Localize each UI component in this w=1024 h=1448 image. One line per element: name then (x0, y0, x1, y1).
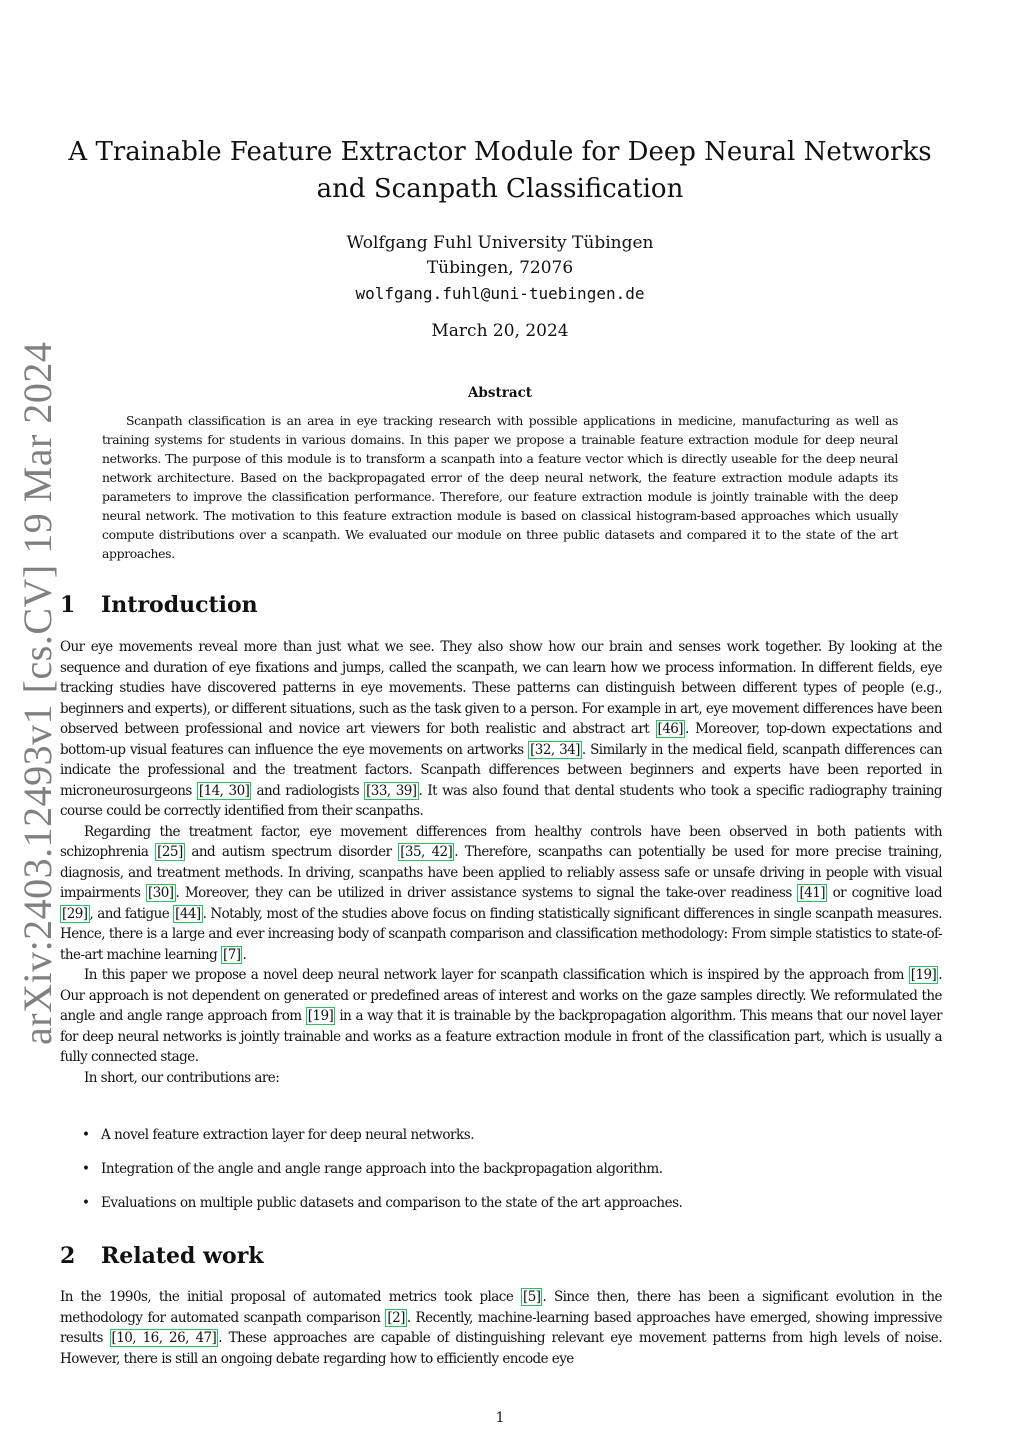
intro-paragraph-4: In short, our contributions are: (84, 1069, 280, 1086)
author-location: Tübingen, 72076 (426, 258, 574, 278)
citation-link[interactable]: [7] (223, 946, 241, 963)
text-run: . Therefore, scanpaths can potentially be used for more precise training, diagnosis, and treatment methods. In driving, scanpaths have been applied to reliably assess safe or unsafe driving in people with visual impairments (60, 844, 942, 901)
citation-link[interactable]: [41] (799, 885, 825, 901)
text-run: . (242, 946, 247, 963)
citation-link[interactable]: [19] (307, 1008, 334, 1024)
text-run: , and fatigue (89, 905, 174, 922)
citation-link[interactable]: [14, 30] (198, 782, 250, 799)
text-run: . Since then, there has been a significant evolution in the methodology for automated scanpath comparison (60, 1289, 942, 1326)
introduction-body (60, 637, 942, 1088)
section-title: Related work (101, 1243, 264, 1269)
citation-link[interactable]: [30] (148, 885, 174, 901)
intro-paragraph-1 (60, 637, 942, 822)
intro-paragraph-2 (60, 822, 942, 966)
text-run: . Our approach is not dependent on generated or predefined areas of interest and works on the gaze samples directly. We reformulated the angle and angle range approach from (60, 967, 942, 1024)
text-run: . It was also found that dental students who took a specific radiography training course could be correctly identified from their scanpaths. (60, 782, 942, 819)
text-run: In this paper we propose a novel deep neural network layer for scanpath classification which is inspired by the approach from (84, 967, 909, 983)
paper-title: A Trainable Feature Extractor Module for Deep Neural Networks and Scanpath Classification (68, 137, 932, 204)
text-run: Our eye movements reveal more than just what we see. They also show how our brain and senses work together. By looking at the sequence and duration of eye fixations and jumps, called the scanpath, we can learn how we process information. In different fields, eye tracking studies have discovered patterns in eye movements. These patterns can distinguish between different types of people (e.g., beginners and experts), or different situations, such as the task given to a person. For example in art, eye movement differences have been observed between professional and novice art viewers for both realistic and abstract art (60, 639, 942, 737)
citation-link[interactable]: [29] (62, 905, 88, 922)
text-run: . These approaches are capable of distinguishing relevant eye movement patterns from high levels of noise. However, there is still an ongoing debate regarding how to efficiently encode eye (60, 1330, 942, 1367)
citation-link[interactable]: [19] (910, 967, 937, 983)
citation-link[interactable]: [46] (657, 721, 684, 737)
author-email[interactable]: wolfgang.fuhl@uni-tuebingen.de (355, 284, 645, 303)
list-item: • A novel feature extraction layer for deep neural networks. (60, 1124, 940, 1158)
author-block (200, 231, 800, 306)
arxiv-identifier-stamp: arXiv:2403.12493v1 [cs.CV] 19 Mar 2024 (15, 341, 60, 1045)
text-run: . Moreover, top-down expectations and bottom-up visual features can influence the eye movements on artworks (60, 721, 942, 758)
section-title: Introduction (101, 592, 258, 618)
text-run: and radiologists (251, 782, 365, 799)
abstract-text: Scanpath classification is an area in eye tracking research with possible applications in medicine, manufacturing as well as training systems for students in various domains. In this paper we propose a trainable feature extraction module for deep neural networks. The purpose of this module is to transform a scanpath into a feature vector which is directly useable for the deep neural network architecture. Based on the backpropagated error of the deep neural network, the feature extraction module adapts its parameters to improve the classification performance. Therefore, our feature extraction module is jointly trainable with the deep neural network. The motivation to this feature extraction module is based on classical histogram-based approaches which usually compute distributions over a scanpath. We evaluated our module on three public datasets and compared it to the state of the art approaches. (102, 413, 898, 561)
related-work-body (60, 1287, 942, 1369)
section-heading-related-work (60, 1243, 264, 1269)
section-heading-introduction (60, 592, 258, 618)
citation-link[interactable]: [32, 34] (530, 741, 580, 758)
list-item: • Evaluations on multiple public datasets and comparison to the state of the art approaches. (60, 1192, 940, 1226)
text-run: . Moreover, they can be utilized in driver assistance systems to signal the take-over readiness (175, 885, 798, 901)
text-run: or cognitive load (826, 885, 942, 901)
section-number: 1 (60, 592, 76, 618)
citation-link[interactable]: [35, 42] (400, 844, 453, 860)
text-run: in a way that it is trainable by the backpropagation algorithm. This means that our novel layer for deep neural networks is jointly trainable and works as a feature extraction module in front of the classification part, which is usually a fully connected stage. (60, 1008, 942, 1065)
text-run: . Notably, most of the studies above focus on finding statistically significant differences in single scanpath measures. Hence, there is a large and ever increasing body of scanpath comparison and classification methodology: From simple statistics to state-of-the-art machine learning (60, 905, 942, 963)
contributions-list (60, 1124, 940, 1226)
paper-date: March 20, 2024 (431, 321, 569, 341)
section-number: 2 (60, 1243, 76, 1269)
page-number: 1 (495, 1410, 505, 1426)
related-work-paragraph-1 (60, 1287, 942, 1369)
text-run: Regarding the treatment factor, eye movement differences from healthy controls have been observed in both patients with schizophrenia (60, 823, 942, 860)
abstract-heading: Abstract (467, 385, 533, 401)
text-run: In the 1990s, the initial proposal of automated metrics took place (60, 1289, 521, 1305)
intro-paragraph-3 (60, 965, 942, 1068)
text-run: and autism spectrum disorder (184, 844, 399, 860)
author-name-affiliation: Wolfgang Fuhl University Tübingen (346, 233, 654, 253)
list-item: • Integration of the angle and angle range approach into the backpropagation algorithm. (60, 1158, 940, 1192)
citation-link[interactable]: [33, 39] (366, 782, 417, 799)
citation-link[interactable]: [44] (175, 905, 201, 922)
citation-link[interactable]: [10, 16, 26, 47] (111, 1330, 217, 1346)
citation-link[interactable]: [5] (523, 1289, 541, 1305)
text-run: . Similarly in the medical field, scanpath differences can indicate the professional and the treatment factors. Scanpath differences between beginners and experts have been reported in microneurosurgeons (60, 741, 943, 799)
citation-link[interactable]: [25] (157, 844, 183, 860)
text-run: . Recently, machine-learning based approaches have emerged, showing impressive results (60, 1309, 942, 1346)
citation-link[interactable]: [2] (387, 1309, 405, 1326)
